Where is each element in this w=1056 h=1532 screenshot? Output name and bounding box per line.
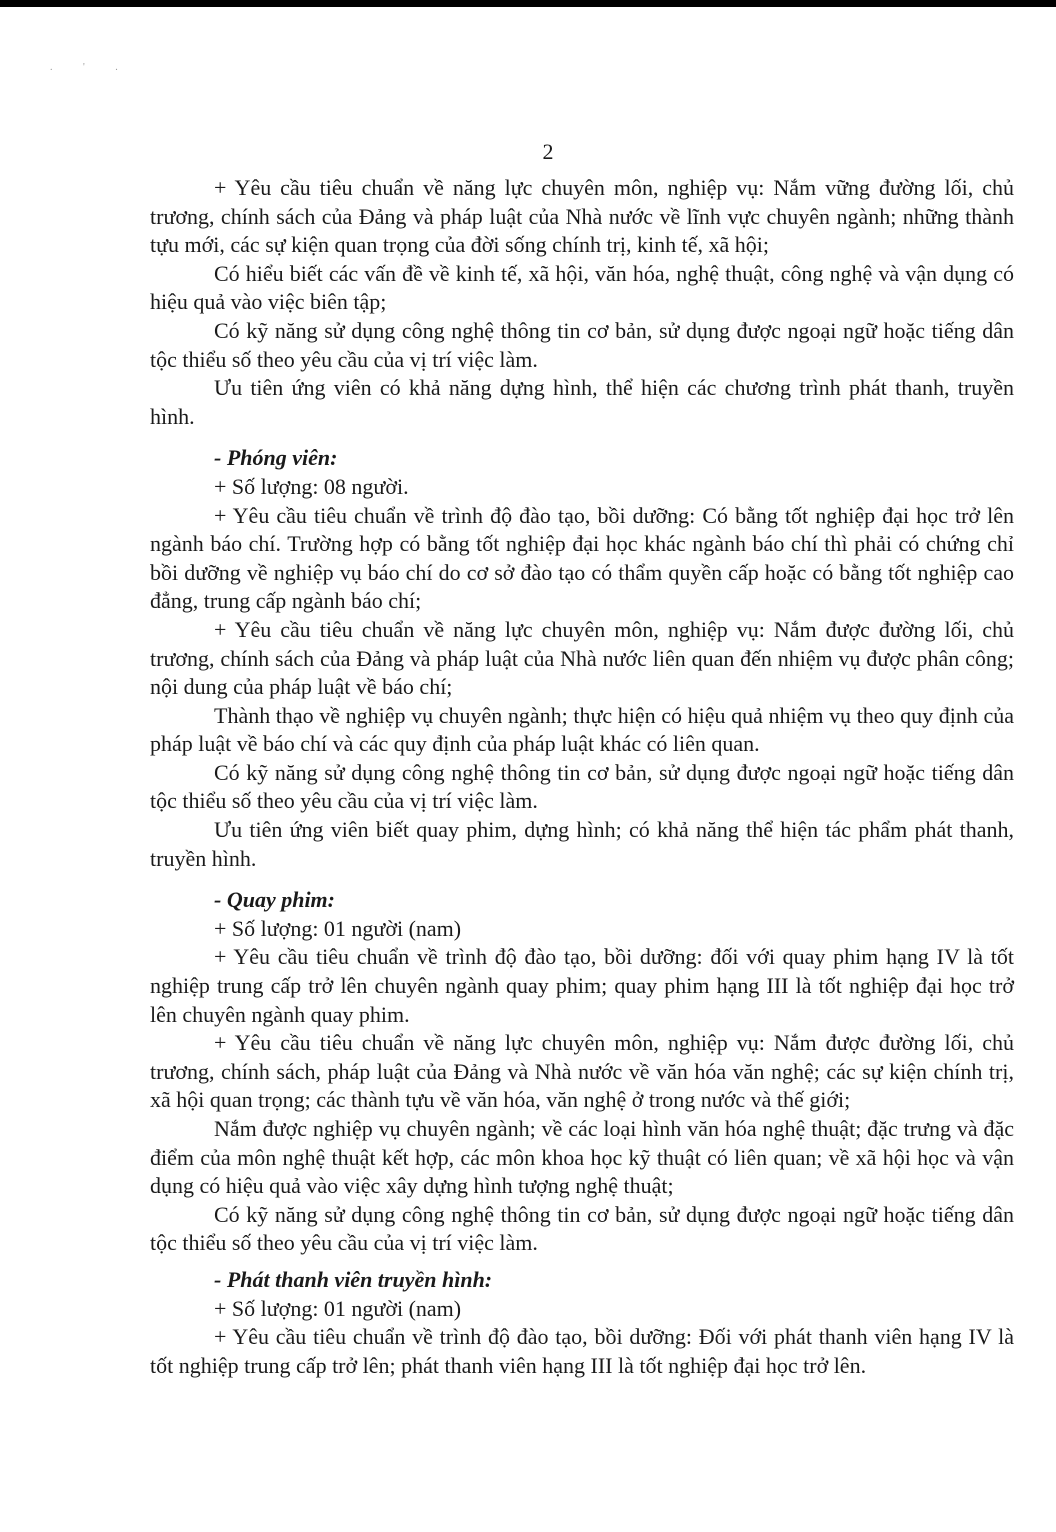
scan-top-border [0,0,1056,7]
paragraph: Có kỹ năng sử dụng công nghệ thông tin cơ bản, sử dụng được ngoại ngữ hoặc tiếng dân tộc thiểu số theo yêu cầu của vị trí việc làm. [150,317,1014,372]
paragraph: + Số lượng: 01 người (nam) [214,915,462,941]
paragraph: Nắm được nghiệp vụ chuyên ngành; về các loại hình văn hóa nghệ thuật; đặc trưng và đặc điểm của môn nghệ thuật kết hợp, các môn khoa học kỹ thuật có liên quan; về xã hội học và vận dụng có hiệu quả vào việc xây dựng hình tượng nghệ thuật; [150,1116,1014,1199]
paragraph: + Số lượng: 01 người (nam) [214,1295,462,1321]
paragraph: + Số lượng: 08 người. [214,473,409,499]
paragraph: Ưu tiên ứng viên có khả năng dựng hình, thể hiện các chương trình phát thanh, truyền hình. [150,375,1014,429]
paragraph: Ưu tiên ứng viên biết quay phim, dựng hình; có khả năng thể hiện tác phẩm phát thanh, truyền hình. [150,817,1014,871]
section-heading-phong-vien: - Phóng viên: [214,445,338,471]
page-number: 2 [542,139,554,164]
paragraph: + Yêu cầu tiêu chuẩn về trình độ đào tạo, bồi dưỡng: Đối với phát thanh viên hạng IV là tốt nghiệp trung cấp trở lên; phát thanh viên hạng III là tốt nghiệp đại học trở lên. [150,1324,1014,1378]
paragraph: + Yêu cầu tiêu chuẩn về trình độ đào tạo, bồi dưỡng: đối với quay phim hạng IV là tốt nghiệp trung cấp trở lên chuyên ngành quay phim; quay phim hạng III là tốt nghiệp đại học trở lên chuyên ngành quay phim. [150,944,1014,1027]
document-body [150,174,1014,1380]
section-heading-phat-thanh-vien: - Phát thanh viên truyền hình: [214,1266,493,1292]
paragraph: Có hiểu biết các vấn đề về kinh tế, xã hội, văn hóa, nghệ thuật, công nghệ và vận dụng có hiệu quả vào việc biên tập; [150,260,1014,315]
paragraph: Thành thạo về nghiệp vụ chuyên ngành; thực hiện có hiệu quả nhiệm vụ theo quy định của pháp luật về báo chí và các quy định của pháp luật khác có liên quan. [150,702,1014,757]
scan-specks: . ' . [50,62,132,73]
section-heading-quay-phim: - Quay phim: [214,887,335,913]
paragraph: Có kỹ năng sử dụng công nghệ thông tin cơ bản, sử dụng được ngoại ngữ hoặc tiếng dân tộc thiểu số theo yêu cầu của vị trí việc làm. [150,759,1014,814]
paragraph: + Yêu cầu tiêu chuẩn về năng lực chuyên môn, nghiệp vụ: Nắm vững đường lối, chủ trương, chính sách của Đảng và pháp luật của Nhà nước về lĩnh vực chuyên ngành; những thành tựu mới, các sự kiện quan trọng của đời sống chính trị, kinh tế, xã hội; [150,175,1014,258]
paragraph: + Yêu cầu tiêu chuẩn về năng lực chuyên môn, nghiệp vụ: Nắm được đường lối, chủ trương, chính sách của Đảng và pháp luật của Nhà nước liên quan đến nhiệm vụ được phân công; nội dung của pháp luật về báo chí; [150,616,1014,700]
paragraph: Có kỹ năng sử dụng công nghệ thông tin cơ bản, sử dụng được ngoại ngữ hoặc tiếng dân tộc thiểu số theo yêu cầu của vị trí việc làm. [150,1201,1014,1256]
paragraph: + Yêu cầu tiêu chuẩn về năng lực chuyên môn, nghiệp vụ: Nắm được đường lối, chủ trương, chính sách, pháp luật của Đảng và Nhà nước về văn hóa văn nghệ; các sự kiện chính trị, xã hội quan trọng; các thành tựu về văn hóa, văn nghệ ở trong nước và thế giới; [150,1030,1014,1113]
paragraph: + Yêu cầu tiêu chuẩn về trình độ đào tạo, bồi dưỡng: Có bằng tốt nghiệp đại học trở lên ngành báo chí. Trường hợp có bằng tốt nghiệp đại học khác ngành báo chí thì phải có chứng chỉ bồi dưỡng về nghiệp vụ báo chí do cơ sở đào tạo có thẩm quyền cấp hoặc có bằng tốt nghiệp cao đẳng, trung cấp ngành báo chí; [150,502,1014,614]
